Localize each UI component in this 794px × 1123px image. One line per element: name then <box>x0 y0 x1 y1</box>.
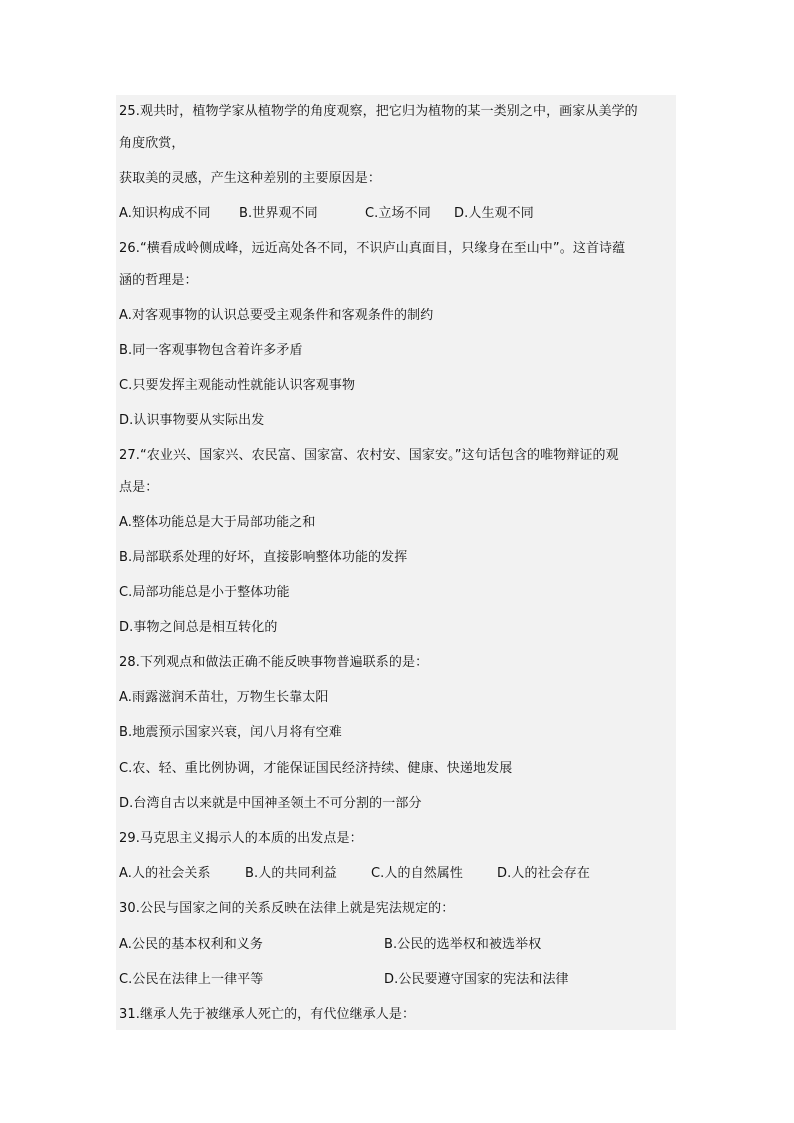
q25-option-b: B.世界观不同 <box>239 206 318 221</box>
q27-stem-line1: 27.“农业兴、国家兴、农民富、国家富、农村安、国家安。”这句话包含的唯物辩证的观 <box>119 448 619 463</box>
q25-stem-line1: 25.观共时，植物学家从植物学的角度观察，把它归为植物的某一类别之中，画家从美学的 <box>119 104 638 119</box>
q30-option-b: B.公民的选举权和被选举权 <box>384 937 542 952</box>
q25-options <box>119 205 679 223</box>
q28-stem-line1: 28.下列观点和做法正确不能反映事物普遍联系的是： <box>119 655 429 670</box>
q28-option-c: C.农、轻、重比例协调，才能保证国民经济持续、健康、快递地发展 <box>119 761 513 776</box>
q31-stem-line1: 31.继承人先于被继承人死亡的，有代位继承人是： <box>119 1007 416 1022</box>
q30-stem-line1: 30.公民与国家之间的关系反映在法律上就是宪法规定的： <box>119 901 455 916</box>
q26-stem-line1: 26.“横看成岭侧成峰，远近高处各不同，不识庐山真面目，只缘身在至山中”。这首诗蕴 <box>119 241 626 256</box>
q26-option-c: C.只要发挥主观能动性就能认识客观事物 <box>119 378 356 393</box>
q28-option-a: A.雨露滋润禾苗壮，万物生长靠太阳 <box>119 690 329 705</box>
q25-option-d: D.人生观不同 <box>454 206 534 221</box>
q26-option-b: B.同一客观事物包含着许多矛盾 <box>119 343 303 358</box>
q30-option-c: C.公民在法律上一律平等 <box>119 972 264 987</box>
q30-options-row1 <box>119 936 679 954</box>
q30-option-a: A.公民的基本权利和义务 <box>119 937 263 952</box>
q29-stem-line1: 29.马克思主义揭示人的本质的出发点是： <box>119 831 363 846</box>
q27-stem-line2: 点是： <box>119 480 159 495</box>
q25-stem-line3: 获取美的灵感，产生这种差别的主要原因是： <box>119 171 382 186</box>
q25-stem-line2: 角度欣赏， <box>119 136 185 151</box>
q29-options <box>119 865 679 883</box>
q25-option-c: C.立场不同 <box>365 206 431 221</box>
q30-option-d: D.公民要遵守国家的宪法和法律 <box>384 972 569 987</box>
q30-options-row2 <box>119 971 679 989</box>
q29-option-a: A.人的社会关系 <box>119 866 211 881</box>
q28-option-b: B.地震预示国家兴衰，闰八月将有空难 <box>119 725 342 740</box>
q26-option-a: A.对客观事物的认识总要受主观条件和客观条件的制约 <box>119 308 434 323</box>
q25-option-a: A.知识构成不同 <box>119 206 211 221</box>
q26-option-d: D.认识事物要从实际出发 <box>119 413 265 428</box>
q27-option-b: B.局部联系处理的好坏，直接影响整体功能的发挥 <box>119 550 408 565</box>
q28-option-d: D.台湾自古以来就是中国神圣领土不可分割的一部分 <box>119 796 422 811</box>
q29-option-b: B.人的共同利益 <box>245 866 337 881</box>
q27-option-d: D.事物之间总是相互转化的 <box>119 620 278 635</box>
q26-stem-line2: 涵的哲理是： <box>119 273 198 288</box>
q29-option-c: C.人的自然属性 <box>371 866 464 881</box>
q29-option-d: D.人的社会存在 <box>497 866 590 881</box>
q27-option-a: A.整体功能总是大于局部功能之和 <box>119 515 316 530</box>
q27-option-c: C.局部功能总是小于整体功能 <box>119 585 290 600</box>
